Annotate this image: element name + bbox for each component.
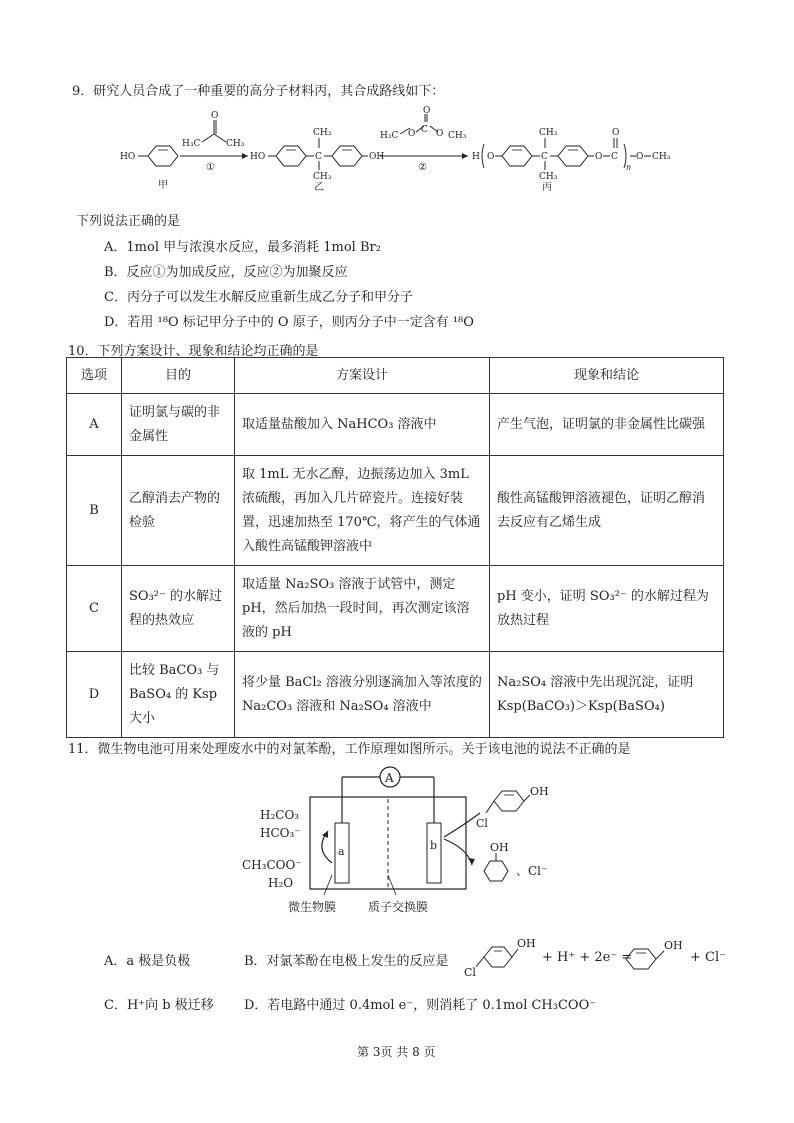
- q9-option-b: B．反应①为加成反应，反应②为加聚反应: [104, 265, 348, 280]
- q10-table: [66, 357, 724, 738]
- q9-stem: 下列说法正确的是: [76, 214, 181, 229]
- row-d-plan: 将少量 BaCl₂ 溶液分别逐滴加入等浓度的 Na₂CO₃ 溶液和 Na₂SO₄ 溶液中: [235, 652, 490, 738]
- row-b-option: B: [67, 456, 122, 566]
- ammeter-icon: A: [385, 771, 394, 785]
- q9-option-d: D．若用 ¹⁸O 标记甲分子中的 O 原子，则丙分子中一定含有 ¹⁸O: [104, 315, 474, 330]
- row-d-option: D: [67, 652, 122, 738]
- scheme-ch3-up1: CH₃: [313, 128, 332, 138]
- label-oh-top: OH: [530, 785, 549, 798]
- label-proton-membrane: 质子交换膜: [368, 900, 429, 914]
- table-row: [67, 456, 724, 566]
- label-cl-ion: 、Cl⁻: [516, 864, 548, 878]
- q11-option-a: A．a 极是负极: [104, 954, 191, 969]
- q11-option-b-end: + Cl⁻: [690, 950, 726, 965]
- reagent2-ch3: CH₃: [448, 131, 467, 141]
- row-b-result: 酸性高锰酸钾溶液褪色，证明乙醇消去反应有乙烯生成: [490, 456, 724, 566]
- q11-option-b-mid: + H⁺ + 2e⁻ =: [542, 950, 633, 965]
- label-bing: 丙: [542, 182, 552, 193]
- row-d-aim: 比较 BaCO₃ 与 BaSO₄ 的 Ksp 大小: [122, 652, 235, 738]
- scheme-oh-mid: OH: [369, 152, 385, 162]
- reagent1-h3c: H₃C: [182, 139, 201, 149]
- reagent2-o: O: [423, 106, 431, 116]
- scheme-o-ester: O: [595, 152, 603, 162]
- electrode-a-label: a: [338, 845, 345, 858]
- row-c-option: C: [67, 566, 122, 652]
- reagent2-o-left: O: [408, 129, 416, 139]
- q11-title: 11．微生物电池可用来处理废水中的对氯苯酚，工作原理如图所示。关于该电池的说法不正确的是: [68, 742, 631, 757]
- scheme-ch3-dn1: CH₃: [313, 172, 332, 182]
- header-aim: 目的: [122, 358, 235, 394]
- scheme-h-end: H: [472, 152, 480, 162]
- table-header-row: [67, 358, 724, 394]
- chlorophenol-cl: Cl: [464, 966, 476, 979]
- label-microbial-membrane: 微生物膜: [288, 900, 337, 914]
- step1: ①: [206, 162, 215, 173]
- scheme-o-end: O: [636, 152, 644, 162]
- q9-title: 9．研究人员合成了一种重要的高分子材料丙，其合成路线如下：: [72, 84, 445, 99]
- chlorophenol-oh: OH: [517, 937, 536, 950]
- reagent2-o-right: O: [436, 129, 444, 139]
- label-h2o: H₂O: [268, 876, 294, 890]
- row-c-plan: 取适量 Na₂SO₃ 溶液于试管中，测定 pH，然后加热一段时间，再次测定该溶液的 pH: [235, 566, 490, 652]
- scheme-ho-left: HO: [120, 152, 136, 162]
- phenol-oh: OH: [664, 939, 683, 952]
- page-footer: 第 3页 共 8 页: [357, 1045, 436, 1059]
- header-option: 选项: [67, 358, 122, 394]
- q9-option-c: C．丙分子可以发生水解反应重新生成乙分子和甲分子: [104, 290, 413, 305]
- q11-option-c: C．H⁺向 b 极迁移: [104, 998, 214, 1013]
- label-cl-left: Cl: [476, 817, 488, 830]
- scheme-ch3-dn2: CH₃: [539, 172, 558, 182]
- microbial-cell-diagram: [228, 765, 568, 925]
- electrode-b-label: b: [430, 839, 438, 852]
- chlorophenol-structure: [462, 935, 536, 979]
- scheme-ch3-end: CH₃: [652, 152, 671, 162]
- scheme-o-top: O: [612, 128, 620, 138]
- row-b-aim: 乙醇消去产物的检验: [122, 456, 235, 566]
- row-c-aim: SO₃²⁻ 的水解过程的热效应: [122, 566, 235, 652]
- label-hco3: HCO₃⁻: [260, 826, 301, 840]
- row-a-option: A: [67, 394, 122, 456]
- row-a-aim: 证明氯与碳的非金属性: [122, 394, 235, 456]
- scheme-c-carbonyl: C: [611, 152, 618, 162]
- row-a-plan: 取适量盐酸加入 NaHCO₃ 溶液中: [235, 394, 490, 456]
- table-row: [67, 566, 724, 652]
- q9-synthesis-scheme: [118, 108, 688, 198]
- label-ch3coo: CH₃COO⁻: [242, 858, 302, 872]
- row-c-result: pH 变小，证明 SO₃²⁻ 的水解过程为放热过程: [490, 566, 724, 652]
- reagent1-o: O: [211, 111, 219, 121]
- row-a-result: 产生气泡，证明氯的非金属性比碳强: [490, 394, 724, 456]
- step2: ②: [418, 162, 427, 173]
- q11-option-d: D．若电路中通过 0.4mol e⁻，则消耗了 0.1mol CH₃COO⁻: [244, 998, 597, 1013]
- label-oh-bottom: OH: [490, 841, 509, 854]
- scheme-c1: C: [315, 152, 322, 162]
- q10-title: 10．下列方案设计、现象和结论均正确的是: [68, 344, 319, 359]
- scheme-ch3-up2: CH₃: [539, 128, 558, 138]
- scheme-n: n: [626, 163, 632, 172]
- scheme-o-link: O: [487, 152, 495, 162]
- header-result: 现象和结论: [490, 358, 724, 394]
- phenol-structure: [616, 935, 686, 977]
- label-jia: 甲: [158, 180, 168, 191]
- label-yi: 乙: [314, 182, 324, 193]
- label-h2co3: H₂CO₃: [260, 808, 300, 822]
- reagent2-h3c: H₃C: [380, 131, 399, 141]
- table-row: [67, 394, 724, 456]
- header-plan: 方案设计: [235, 358, 490, 394]
- scheme-c2: C: [541, 152, 548, 162]
- reagent1-ch3: CH₃: [226, 139, 245, 149]
- q9-option-a: A．1mol 甲与浓溴水反应，最多消耗 1mol Br₂: [104, 240, 381, 255]
- row-d-result: Na₂SO₄ 溶液中先出现沉淀，证明 Ksp(BaCO₃)＞Ksp(BaSO₄): [490, 652, 724, 738]
- reagent2-c: C: [421, 125, 428, 135]
- row-b-plan: 取 1mL 无水乙醇，边振荡边加入 3mL 浓硫酸，再加入几片碎瓷片。连接好装置，迅速加热至 170℃，将产生的气体通入酸性高锰酸钾溶液中: [235, 456, 490, 566]
- table-row: [67, 652, 724, 738]
- scheme-ho-mid: HO: [250, 152, 266, 162]
- q11-option-b-prefix: B．对氯苯酚在电极上发生的反应是: [244, 954, 449, 969]
